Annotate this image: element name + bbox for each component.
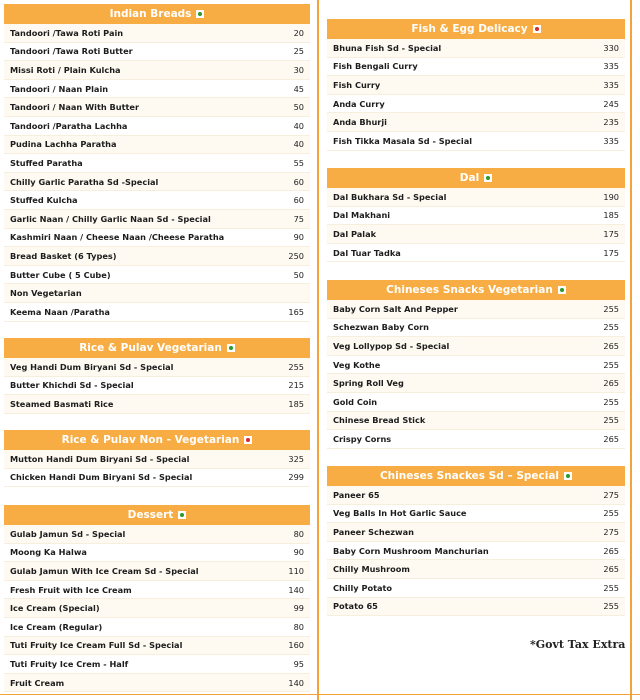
menu-item <box>327 188 625 207</box>
item-name: Dal Tuar Tadka <box>333 247 401 258</box>
item-price: 235 <box>603 117 619 128</box>
menu-item <box>4 562 310 581</box>
item-price: 80 <box>293 621 304 632</box>
item-name: Chicken Handi Dum Biryani Sd - Special <box>10 472 193 483</box>
section-indian-breads <box>4 4 310 322</box>
item-list <box>327 188 625 262</box>
item-name: Stuffed Kulcha <box>10 195 78 206</box>
section-title: Chineses Snacks Vegetarian <box>386 284 553 296</box>
item-name: Potato 65 <box>333 601 378 612</box>
item-name: Tandoori /Tawa Roti Butter <box>10 46 133 57</box>
item-price: 80 <box>293 528 304 539</box>
item-name: Veg Lollypop Sd - Special <box>333 340 450 351</box>
section-title: Dessert <box>127 509 174 521</box>
item-price: 60 <box>293 176 304 187</box>
nonveg-icon <box>533 25 541 33</box>
item-price: 190 <box>603 191 619 202</box>
item-price: 275 <box>603 526 619 537</box>
item-price: 40 <box>293 120 304 131</box>
item-list <box>4 24 310 322</box>
item-name: Pudina Lachha Paratha <box>10 139 117 150</box>
item-list <box>327 300 625 449</box>
item-name: Crispy Corns <box>333 433 392 444</box>
column-divider <box>317 0 319 700</box>
item-price: 265 <box>603 340 619 351</box>
item-price: 175 <box>603 247 619 258</box>
menu-item <box>4 395 310 414</box>
menu-item <box>327 58 625 77</box>
item-name: Fish Curry <box>333 79 381 90</box>
menu-item <box>4 266 310 285</box>
item-price: 325 <box>288 453 304 464</box>
item-price: 20 <box>293 27 304 38</box>
item-name: Dal Makhani <box>333 210 391 221</box>
section-chinese-snacks-sd <box>327 466 625 616</box>
menu-item <box>327 244 625 263</box>
item-list <box>4 358 310 414</box>
item-price: 255 <box>603 508 619 519</box>
veg-icon <box>227 344 235 352</box>
menu-item <box>4 173 310 192</box>
section-header <box>327 19 625 39</box>
item-price: 50 <box>293 102 304 113</box>
item-price: 45 <box>293 83 304 94</box>
menu-item <box>327 579 625 598</box>
section-rice-pulav-nonveg <box>4 430 310 487</box>
item-price: 95 <box>293 658 304 669</box>
item-price: 160 <box>288 640 304 651</box>
menu-item <box>4 61 310 80</box>
item-name: Ice Cream (Special) <box>10 603 100 614</box>
section-header <box>327 280 625 300</box>
item-price: 265 <box>603 545 619 556</box>
menu-item <box>327 113 625 132</box>
item-price: 255 <box>603 582 619 593</box>
menu-item <box>4 303 310 322</box>
menu-item <box>4 581 310 600</box>
menu-item <box>4 191 310 210</box>
item-list <box>4 525 310 692</box>
item-name: Tandoori / Naan Plain <box>10 83 109 94</box>
item-name: Gulab Jamun With Ice Cream Sd - Special <box>10 565 199 576</box>
item-price: 335 <box>603 61 619 72</box>
section-title: Indian Breads <box>109 8 192 20</box>
item-price: 99 <box>293 603 304 614</box>
item-name: Dal Palak <box>333 228 377 239</box>
item-price: 255 <box>603 396 619 407</box>
item-name: Bhuna Fish Sd - Special <box>333 42 442 53</box>
item-name: Tuti Fruity Ice Cream Full Sd - Special <box>10 640 183 651</box>
item-list <box>4 450 310 487</box>
section-title: Chineses Snackes Sd – Special <box>379 470 560 482</box>
item-price: 25 <box>293 46 304 57</box>
menu-item <box>4 98 310 117</box>
item-name: Anda Bhurji <box>333 117 387 128</box>
item-name: Tandoori /Tawa Roti Pain <box>10 27 124 38</box>
item-price: 330 <box>603 42 619 53</box>
item-list <box>327 486 625 616</box>
item-price: 175 <box>603 228 619 239</box>
section-rice-pulav-veg <box>4 338 310 414</box>
menu-item <box>4 136 310 155</box>
item-price: 185 <box>603 210 619 221</box>
item-price: 265 <box>603 378 619 389</box>
item-name: Bread Basket (6 Types) <box>10 250 117 261</box>
item-price: 299 <box>288 472 304 483</box>
section-title: Dal <box>459 172 480 184</box>
menu-item <box>4 210 310 229</box>
item-name: Veg Balls In Hot Garlic Sauce <box>333 508 467 519</box>
menu-item <box>4 618 310 637</box>
veg-icon <box>564 472 572 480</box>
section-title: Rice & Pulav Vegetarian <box>79 342 222 354</box>
menu-item <box>327 486 625 505</box>
section-header <box>4 430 310 450</box>
item-price: 255 <box>603 303 619 314</box>
menu-item <box>4 154 310 173</box>
menu-item <box>4 229 310 248</box>
menu-item <box>4 450 310 469</box>
item-price: 255 <box>603 601 619 612</box>
menu-item <box>4 358 310 377</box>
item-name: Tuti Fruity Ice Crem - Half <box>10 658 129 669</box>
item-name: Gold Coin <box>333 396 378 407</box>
item-name: Kashmiri Naan / Cheese Naan /Cheese Paratha <box>10 232 225 243</box>
item-price: 30 <box>293 64 304 75</box>
item-price: 265 <box>603 433 619 444</box>
item-name: Moong Ka Halwa <box>10 547 87 558</box>
menu-item <box>327 393 625 412</box>
menu-item <box>327 337 625 356</box>
item-name: Steamed Basmati Rice <box>10 398 114 409</box>
menu-item <box>4 525 310 544</box>
item-name: Gulab Jamun Sd - Special <box>10 528 126 539</box>
menu-item <box>4 284 310 303</box>
section-fish-egg <box>327 19 625 151</box>
item-name: Paneer 65 <box>333 489 380 500</box>
item-list <box>327 39 625 151</box>
item-name: Dal Bukhara Sd - Special <box>333 191 447 202</box>
menu-item <box>327 319 625 338</box>
item-name: Stuffed Paratha <box>10 157 83 168</box>
item-price: 245 <box>603 98 619 109</box>
menu-item <box>327 505 625 524</box>
section-header <box>4 338 310 358</box>
item-name: Baby Corn Salt And Pepper <box>333 303 458 314</box>
menu-item <box>4 117 310 136</box>
menu-item <box>4 544 310 563</box>
veg-icon <box>558 286 566 294</box>
menu-item <box>327 412 625 431</box>
section-dal <box>327 168 625 262</box>
menu-item <box>327 225 625 244</box>
item-price: 90 <box>293 232 304 243</box>
menu-item <box>327 95 625 114</box>
nonveg-icon <box>244 436 252 444</box>
menu-item <box>327 374 625 393</box>
item-price: 255 <box>288 361 304 372</box>
item-name: Chinese Bread Stick <box>333 415 426 426</box>
menu-item <box>327 430 625 449</box>
section-header <box>4 4 310 24</box>
item-name: Chilly Mushroom <box>333 564 410 575</box>
menu-item <box>327 76 625 95</box>
item-name: Mutton Handi Dum Biryani Sd - Special <box>10 453 190 464</box>
item-name: Paneer Schezwan <box>333 526 414 537</box>
menu-item <box>4 247 310 266</box>
right-border <box>630 0 632 700</box>
item-price: 335 <box>603 135 619 146</box>
section-title: Fish & Egg Delicacy <box>411 23 528 35</box>
menu-item <box>4 80 310 99</box>
item-name: Butter Khichdi Sd - Special <box>10 380 134 391</box>
item-name: Tandoori /Paratha Lachha <box>10 120 128 131</box>
menu-item <box>327 523 625 542</box>
item-name: Butter Cube ( 5 Cube) <box>10 269 111 280</box>
item-price: 90 <box>293 547 304 558</box>
section-header <box>327 168 625 188</box>
menu-item <box>327 39 625 58</box>
item-price: 60 <box>293 195 304 206</box>
menu-item <box>327 207 625 226</box>
item-price: 185 <box>288 398 304 409</box>
item-price: 335 <box>603 79 619 90</box>
menu-item <box>4 469 310 488</box>
veg-icon <box>196 10 204 18</box>
section-header <box>4 505 310 525</box>
menu-item <box>327 598 625 617</box>
item-name: Garlic Naan / Chilly Garlic Naan Sd - Special <box>10 213 211 224</box>
item-name: Fish Bengali Curry <box>333 61 418 72</box>
menu-item <box>4 599 310 618</box>
item-price: 40 <box>293 139 304 150</box>
item-name: Tandoori / Naan With Butter <box>10 102 140 113</box>
item-name: Schezwan Baby Corn <box>333 322 429 333</box>
menu-item <box>4 24 310 43</box>
section-dessert <box>4 505 310 692</box>
menu-item <box>4 655 310 674</box>
item-price: 255 <box>603 359 619 370</box>
menu-item <box>4 43 310 62</box>
item-price: 250 <box>288 250 304 261</box>
item-name: Keema Naan /Paratha <box>10 306 110 317</box>
item-price: 140 <box>288 677 304 688</box>
tax-note: *Govt Tax Extra <box>530 638 626 651</box>
menu-item <box>4 637 310 656</box>
item-name: Fruit Cream <box>10 677 65 688</box>
menu-item <box>4 674 310 693</box>
item-name: Chilly Garlic Paratha Sd -Special <box>10 176 159 187</box>
item-price: 75 <box>293 213 304 224</box>
menu-item <box>327 560 625 579</box>
item-name: Chilly Potato <box>333 582 393 593</box>
item-name: Fish Tikka Masala Sd - Special <box>333 135 473 146</box>
menu-item <box>327 356 625 375</box>
item-name: Non Vegetarian <box>10 288 82 299</box>
item-name: Fresh Fruit with Ice Cream <box>10 584 132 595</box>
item-name: Spring Roll Veg <box>333 378 404 389</box>
section-title: Rice & Pulav Non - Vegetarian <box>61 434 240 446</box>
menu-item <box>327 300 625 319</box>
section-header <box>327 466 625 486</box>
menu-item <box>4 377 310 396</box>
item-price: 265 <box>603 564 619 575</box>
veg-icon <box>178 511 186 519</box>
item-name: Baby Corn Mushroom Manchurian <box>333 545 489 556</box>
bottom-border <box>0 694 640 695</box>
item-price: 255 <box>603 415 619 426</box>
item-price: 140 <box>288 584 304 595</box>
item-name: Anda Curry <box>333 98 385 109</box>
item-name: Missi Roti / Plain Kulcha <box>10 64 121 75</box>
veg-icon <box>484 174 492 182</box>
item-price: 255 <box>603 322 619 333</box>
item-price: 275 <box>603 489 619 500</box>
item-name: Veg Kothe <box>333 359 381 370</box>
menu-item <box>327 542 625 561</box>
item-name: Ice Cream (Regular) <box>10 621 103 632</box>
item-price: 110 <box>288 565 304 576</box>
item-price: 215 <box>288 380 304 391</box>
item-name: Veg Handi Dum Biryani Sd - Special <box>10 361 174 372</box>
item-price: 50 <box>293 269 304 280</box>
menu-item <box>327 132 625 151</box>
section-chinese-snacks-veg <box>327 280 625 449</box>
item-price: 55 <box>293 157 304 168</box>
item-price: 165 <box>288 306 304 317</box>
